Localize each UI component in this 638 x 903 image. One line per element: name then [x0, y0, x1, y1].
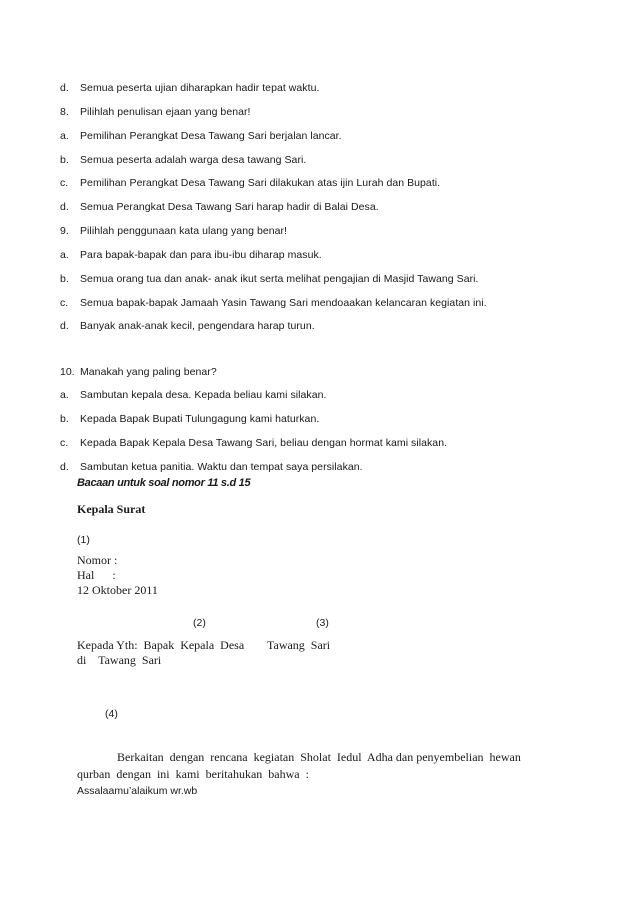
option-marker: d. — [60, 82, 69, 94]
option-marker: d. — [60, 320, 69, 332]
letter-body-line: qurban dengan ini kami beritahukan bahwa : — [77, 767, 309, 781]
list-item — [60, 272, 478, 286]
option-text: Semua Perangkat Desa Tawang Sari harap hadir di Balai Desa. — [80, 201, 379, 213]
option-text: Kepada Bapak Bupati Tulungagung kami haturkan. — [80, 413, 320, 425]
option-text: Banyak anak-anak kecil, pengendara harap turun. — [80, 320, 315, 332]
list-item — [60, 153, 306, 167]
option-text: Kepada Bapak Kepala Desa Tawang Sari, beliau dengan hormat kami silakan. — [80, 437, 448, 449]
list-item — [60, 176, 440, 190]
option-marker: a. — [60, 130, 69, 142]
letter-date: 12 Oktober 2011 — [77, 583, 158, 597]
option-text: Semua orang tua dan anak- anak ikut serta melihat pengajian di Masjid Tawang Sari. — [80, 273, 479, 285]
list-item — [60, 129, 342, 143]
question-text: Pilihlah penulisan ejaan yang benar! — [80, 106, 251, 118]
letter-addressee-place: Tawang Sari — [267, 638, 331, 652]
question-text: Pilihlah penggunaan kata ulang yang benar! — [80, 225, 288, 237]
option-text: Pemilihan Perangkat Desa Tawang Sari dilakukan atas ijin Lurah dan Bupati. — [80, 177, 441, 189]
option-text: Sambutan ketua panitia. Waktu dan tempat saya persilakan. — [80, 461, 363, 473]
list-item — [60, 248, 322, 262]
option-text: Semua peserta adalah warga desa tawang Sari. — [80, 154, 307, 166]
placeholder-marker-4: (4) — [105, 708, 118, 720]
list-item — [60, 81, 319, 95]
option-text: Pemilihan Perangkat Desa Tawang Sari berjalan lancar. — [80, 130, 342, 142]
option-text: Semua peserta ujian diharapkan hadir tepat waktu. — [80, 82, 320, 94]
placeholder-marker-3: (3) — [316, 617, 329, 629]
question-prompt — [60, 224, 287, 238]
question-number: 10. — [60, 366, 75, 378]
option-text: Para bapak-bapak dan para ibu-ibu diharap masuk. — [80, 249, 322, 261]
question-number: 8. — [60, 106, 69, 118]
letter-address: di Tawang Sari — [77, 653, 162, 667]
letter-number-field: Nomor : — [77, 553, 118, 567]
reading-heading: Bacaan untuk soal nomor 11 s.d 15 — [77, 477, 251, 489]
option-marker: c. — [60, 437, 69, 449]
list-item — [60, 319, 315, 333]
placeholder-marker-1: (1) — [77, 534, 90, 546]
list-item — [60, 412, 319, 426]
option-marker: a. — [60, 249, 69, 261]
list-item — [60, 200, 379, 214]
option-text: Sambutan kepala desa. Kepada beliau kami silakan. — [80, 389, 327, 401]
letter-title: Kepala Surat — [77, 502, 146, 516]
option-marker: d. — [60, 461, 69, 473]
list-item — [60, 460, 363, 474]
option-text: Semua bapak-bapak Jamaah Yasin Tawang Sari mendoaakan kelancaran kegiatan ini. — [80, 297, 487, 309]
question-prompt — [60, 365, 217, 379]
list-item — [60, 296, 487, 310]
option-marker: b. — [60, 154, 69, 166]
option-marker: a. — [60, 389, 69, 401]
option-marker: b. — [60, 413, 69, 425]
list-item — [60, 436, 447, 450]
option-marker: b. — [60, 273, 69, 285]
letter-body-line: Berkaitan dengan rencana kegiatan Sholat Iedul Adha dan penyembelian hewan — [117, 750, 521, 764]
question-text: Manakah yang paling benar? — [80, 366, 217, 378]
option-marker: c. — [60, 297, 69, 309]
letter-greeting: Assalaamu’alaikum wr.wb — [77, 785, 198, 797]
question-number: 9. — [60, 225, 69, 237]
placeholder-marker-2: (2) — [193, 617, 206, 629]
letter-addressee: Kepada Yth: Bapak Kepala Desa — [77, 638, 245, 652]
option-marker: d. — [60, 201, 69, 213]
option-marker: c. — [60, 177, 69, 189]
question-prompt — [60, 105, 251, 119]
letter-subject-field: Hal : — [77, 568, 116, 582]
list-item — [60, 388, 326, 402]
